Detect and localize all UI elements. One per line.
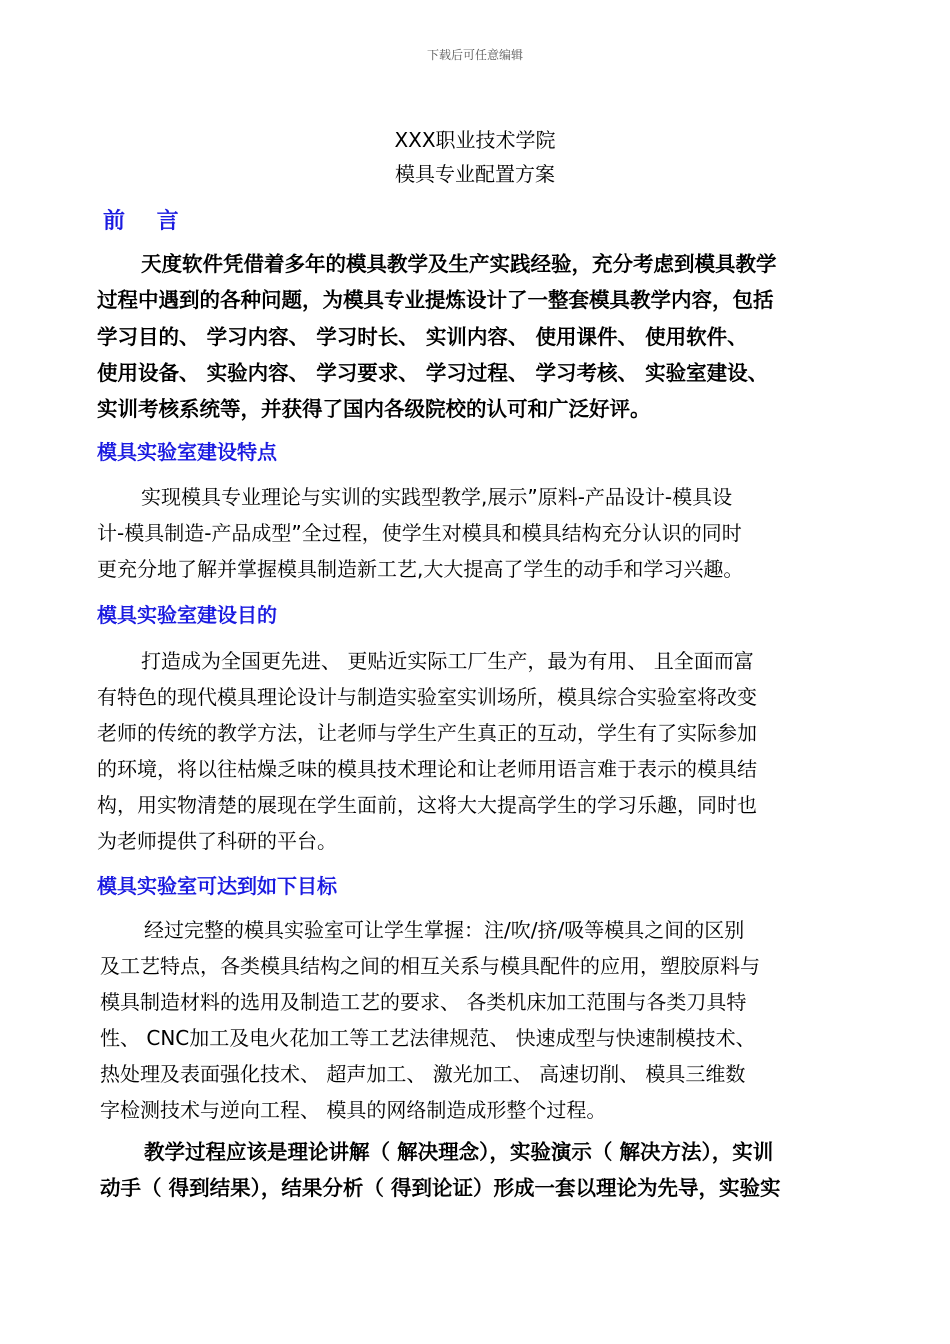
section-heading-purpose: 模具实验室建设目的 <box>97 603 277 627</box>
preface-heading: 前 言 <box>103 209 191 234</box>
paragraph-line: 老师的传统的教学方法，让老师与学生产生真正的互动，学生有了实际参加 <box>97 721 757 745</box>
page-title-school: XXX职业技术学院 <box>394 128 556 152</box>
paragraph-line: 计-模具制造-产品成型”全过程，使学生对模具和模具结构充分认识的同时 <box>97 521 742 545</box>
closing-paragraph <box>100 1134 880 1207</box>
paragraph-line: 实训考核系统等，并获得了国内各级院校的认可和广泛好评。 <box>97 397 651 422</box>
paragraph-line: 经过完整的模具实验室可让学生掌握：注/吹/挤/吸等模具之间的区别 <box>144 918 745 942</box>
paragraph-line: 使用设备、 实验内容、 学习要求、 学习过程、 学习考核、 实验室建设、 <box>97 360 769 385</box>
paragraph-line: 热处理及表面强化技术、 超声加工、 激光加工、 高速切削、 模具三维数 <box>100 1062 746 1086</box>
paragraph-line: 实现模具专业理论与实训的实践型教学,展示”原料-产品设计-模具设 <box>141 485 733 509</box>
paragraph-line: 过程中遇到的各种问题，为模具专业提炼设计了一整套模具教学内容，包括 <box>97 288 774 313</box>
paragraph-line: 构，用实物清楚的展现在学生面前，这将大大提高学生的学习乐趣，同时也 <box>97 793 757 817</box>
section-heading-features: 模具实验室建设特点 <box>97 440 277 464</box>
paragraph-line: 性、 CNC加工及电火花加工等工艺法律规范、 快速成型与快速制模技术、 <box>100 1026 756 1050</box>
paragraph-line: 天度软件凭借着多年的模具教学及生产实践经验，充分考虑到模具教学 <box>141 252 777 276</box>
paragraph-line: 及工艺特点，各类模具结构之间的相互关系与模具配件的应用，塑胶原料与 <box>100 954 760 978</box>
paragraph-line: 更充分地了解并掌握模具制造新工艺,大大提高了学生的动手和学习兴趣。 <box>97 557 744 581</box>
section-heading-goals: 模具实验室可达到如下目标 <box>97 874 337 898</box>
features-paragraph <box>97 479 877 587</box>
paragraph-line: 有特色的现代模具理论设计与制造实验室实训场所，模具综合实验室将改变 <box>97 685 757 709</box>
paragraph-line: 动手（ 得到结果），结果分析（ 得到论证）形成一套以理论为先导，实验实 <box>100 1176 781 1201</box>
paragraph-line: 模具制造材料的选用及制造工艺的要求、 各类机床加工范围与各类刀具特 <box>100 990 747 1014</box>
goals-paragraph <box>100 912 880 1128</box>
paragraph-line: 的环境，将以往枯燥乏味的模具技术理论和让老师用语言难于表示的模具结 <box>97 757 757 781</box>
paragraph-line: 为老师提供了科研的平台。 <box>97 829 337 853</box>
paragraph-line: 学习目的、 学习内容、 学习时长、 实训内容、 使用课件、 使用软件、 <box>97 324 748 349</box>
paragraph-line: 打造成为全国更先进、 更贴近实际工厂生产，最为有用、 且全面而富 <box>141 649 754 673</box>
preface-paragraph <box>97 246 877 427</box>
download-watermark: 下载后可任意编辑 <box>426 48 523 62</box>
paragraph-line: 教学过程应该是理论讲解（ 解决理念），实验演示（ 解决方法），实训 <box>144 1140 774 1164</box>
purpose-paragraph <box>97 643 877 859</box>
page-title-plan: 模具专业配置方案 <box>395 162 555 186</box>
paragraph-line: 字检测技术与逆向工程、 模具的网络制造成形整个过程。 <box>100 1098 607 1122</box>
